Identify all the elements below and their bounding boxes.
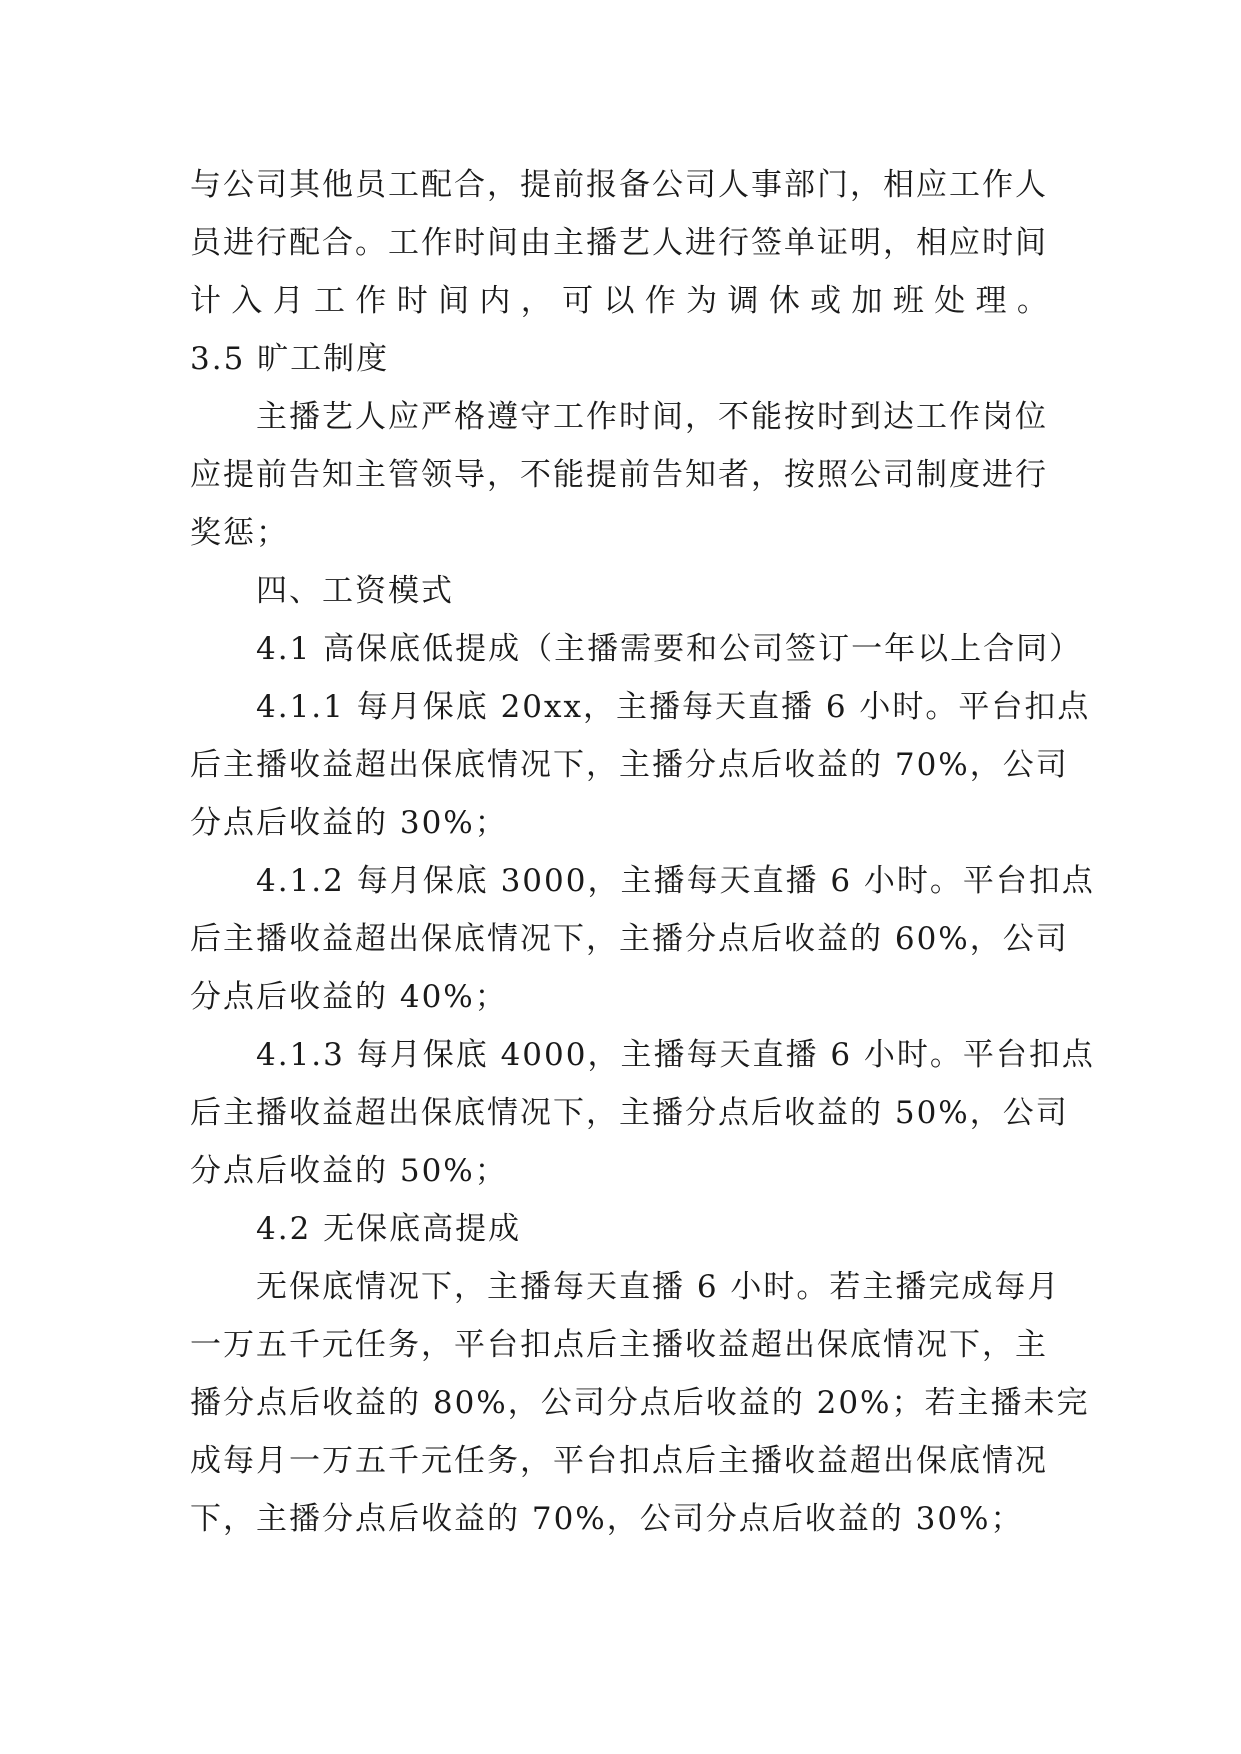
text-line: 后主播收益超出保底情况下，主播分点后收益的 50%，公司 xyxy=(190,1095,1069,1131)
justified-char: 入 xyxy=(231,283,265,319)
justified-char: 为 xyxy=(686,283,720,319)
justified-char: 月 xyxy=(272,283,306,319)
subsection-heading: 4.1 高保底低提成（主播需要和公司签订一年以上合同） xyxy=(256,631,1083,667)
text-line-justified xyxy=(190,272,1050,330)
justified-char: 理 xyxy=(975,283,1009,319)
text-line: 一万五千元任务，平台扣点后主播收益超出保底情况下，主 xyxy=(190,1327,1048,1363)
text-line: 无保底情况下，主播每天直播 6 小时。若主播完成每月 xyxy=(256,1269,1061,1305)
justified-char: 作 xyxy=(644,283,678,319)
justified-char: 休 xyxy=(768,283,802,319)
text-line: 应提前告知主管领导，不能提前告知者，按照公司制度进行 xyxy=(190,457,1048,493)
text-line: 分点后收益的 50%； xyxy=(190,1153,508,1189)
justified-char: 作 xyxy=(355,283,389,319)
text-line: 主播艺人应严格遵守工作时间，不能按时到达工作岗位 xyxy=(256,399,1048,435)
text-line: 成每月一万五千元任务，平台扣点后主播收益超出保底情况 xyxy=(190,1443,1048,1479)
justified-char: 计 xyxy=(190,283,223,319)
justified-char: ， xyxy=(520,283,554,319)
text-line: 4.1.2 每月保底 3000，主播每天直播 6 小时。平台扣点 xyxy=(256,863,1095,899)
justified-char: 处 xyxy=(934,283,968,319)
text-line: 奖惩； xyxy=(190,515,289,551)
section-heading: 四、工资模式 xyxy=(256,573,454,609)
text-line: 下，主播分点后收益的 70%，公司分点后收益的 30%； xyxy=(190,1501,1024,1537)
justified-char: 内 xyxy=(479,283,513,319)
section-heading: 3.5 旷工制度 xyxy=(190,341,390,377)
text-line: 4.1.3 每月保底 4000，主播每天直播 6 小时。平台扣点 xyxy=(256,1037,1095,1073)
justified-char: 班 xyxy=(892,283,926,319)
text-line: 与公司其他员工配合，提前报备公司人事部门，相应工作人 xyxy=(190,167,1048,203)
justified-char: 以 xyxy=(603,283,637,319)
justified-char: 。 xyxy=(1016,283,1050,319)
text-line: 员进行配合。工作时间由主播艺人进行签单证明，相应时间 xyxy=(190,225,1048,261)
text-line: 播分点后收益的 80%，公司分点后收益的 20%；若主播未完 xyxy=(190,1385,1090,1421)
subsection-heading: 4.2 无保底高提成 xyxy=(256,1211,522,1247)
text-line: 4.1.1 每月保底 20xx，主播每天直播 6 小时。平台扣点 xyxy=(256,689,1091,725)
text-line: 后主播收益超出保底情况下，主播分点后收益的 70%，公司 xyxy=(190,747,1069,783)
justified-char: 工 xyxy=(314,283,348,319)
justified-char: 加 xyxy=(851,283,885,319)
justified-char: 间 xyxy=(438,283,472,319)
text-line: 分点后收益的 30%； xyxy=(190,805,508,841)
justified-char: 时 xyxy=(396,283,430,319)
justified-char: 或 xyxy=(810,283,844,319)
justified-char: 可 xyxy=(562,283,596,319)
text-line: 分点后收益的 40%； xyxy=(190,979,508,1015)
justified-char: 调 xyxy=(727,283,761,319)
text-line: 后主播收益超出保底情况下，主播分点后收益的 60%，公司 xyxy=(190,921,1069,957)
document-body xyxy=(190,156,1095,1548)
